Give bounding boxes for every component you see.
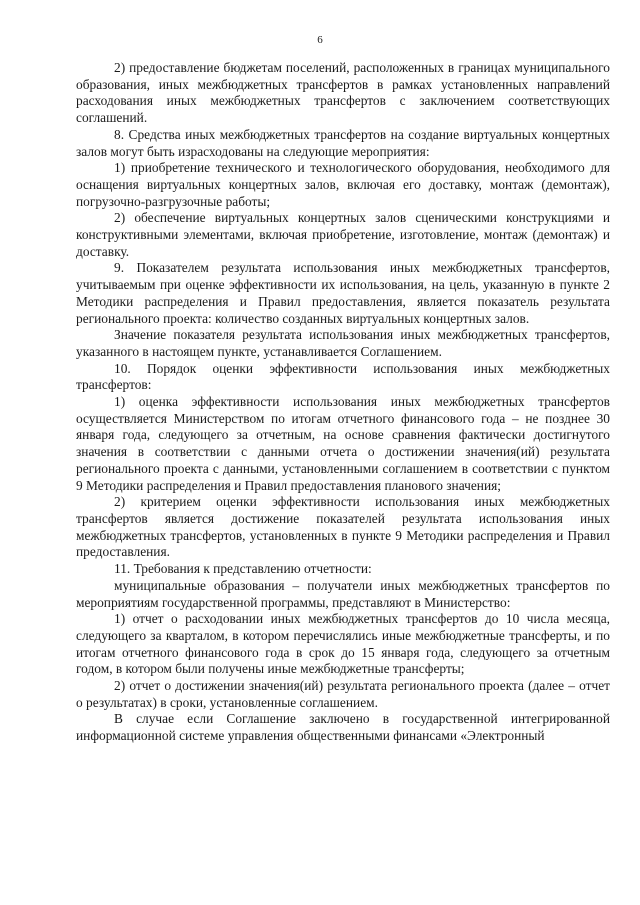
paragraph: муниципальные образования – получатели иных межбюджетных трансфертов по мероприятиям государственной программы, представляют в Министерство:: [76, 577, 610, 610]
paragraph: 2) отчет о достижении значения(ий) результата регионального проекта (далее – отчет о результатах) в сроки, установленные соглашением.: [76, 678, 610, 710]
paragraph: 8. Средства иных межбюджетных трансфертов на создание виртуальных концертных залов могут быть израсходованы на следующие мероприятия:: [76, 126, 610, 159]
paragraph: 2) критерием оценки эффективности использования иных межбюджетных трансфертов является достижение показателей результата использования иных межбюджетных трансфертов, установленных в пункте 9 Методики распределения и Правил предоставления.: [76, 494, 610, 560]
paragraph: 11. Требования к представлению отчетности:: [114, 561, 372, 577]
page-number: 6: [317, 34, 323, 46]
document-body: [76, 60, 610, 745]
paragraph: 2) предоставление бюджетам поселений, расположенных в границах муниципального образования, иных межбюджетных трансфертов в рамках установленных направлений расходования иных межбюджетных трансфертов с заключением соответствующих соглашений.: [76, 60, 610, 126]
paragraph: 2) обеспечение виртуальных концертных залов сценическими конструкциями и конструктивными элементами, включая приобретение, изготовление, монтаж (демонтаж) и доставку.: [76, 210, 610, 259]
paragraph: В случае если Соглашение заключено в государственной интегрированной информационной системе управления общественными финансами «Электронный: [76, 711, 610, 744]
paragraph: 1) оценка эффективности использования иных межбюджетных трансфертов осуществляется Министерством по итогам отчетного финансового года – не позднее 30 января года, следующего за отчетным, на основе сравнения фактически достигнутого значения в соответствии с данными отчета о достижении значения(ий) результата регионального проекта с данными, установленными соглашением в соответствии с пунктом 9 Методики распределения и Правил предоставления планового значения;: [76, 394, 610, 493]
paragraph: Значение показателя результата использования иных межбюджетных трансфертов, указанного в настоящем пункте, устанавливается Соглашением.: [76, 327, 610, 359]
paragraph: 1) отчет о расходовании иных межбюджетных трансфертов до 10 числа месяца, следующего за кварталом, в котором перечислялись иные межбюджетные трансферты, и по итогам отчетного финансового года в срок до 15 января года, следующего за отчетным годом, в котором были получены иные межбюджетные трансферты;: [76, 611, 610, 677]
paragraph: 9. Показателем результата использования иных межбюджетных трансфертов, учитываемым при оценке эффективности их использования, на цель, указанную в пункте 2 Методики распределения и Правил предоставления, является показатель результата регионального проекта: количество созданных виртуальных концертных залов.: [76, 260, 610, 326]
paragraph: 1) приобретение технического и технологического оборудования, необходимого для оснащения виртуальных концертных залов, включая его доставку, монтаж (демонтаж), погрузочно-разгрузочные работы;: [76, 160, 610, 209]
paragraph: 10. Порядок оценки эффективности использования иных межбюджетных трансфертов:: [76, 360, 610, 393]
